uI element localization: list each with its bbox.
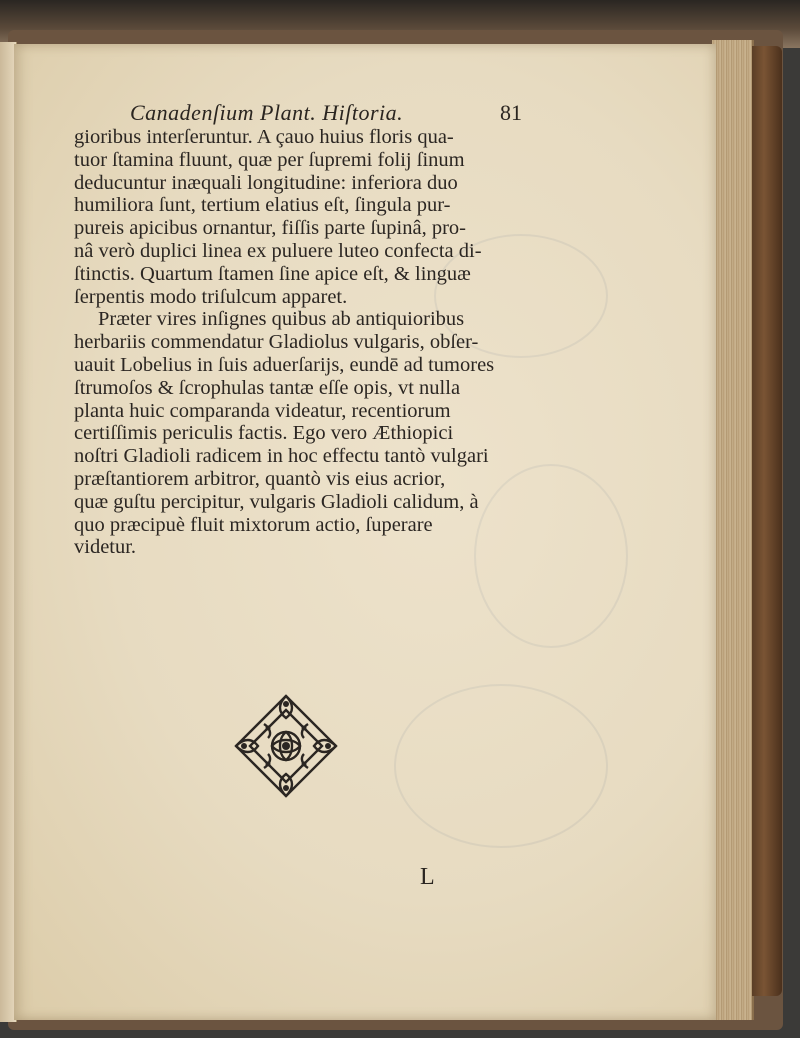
text-line: gioribus interſeruntur. A çauo huius floris qua- xyxy=(74,126,454,148)
text-line: herbariis commendatur Gladiolus vulgaris, obſer- xyxy=(74,331,479,354)
text-line: ſerpentis modo triſulcum apparet. xyxy=(74,285,348,308)
text-line: quo præcipuè fluit mixtorum actio, ſuperare xyxy=(74,513,433,536)
text-line: ſtrumoſos & ſcrophulas tantæ eſſe opis, vt nulla xyxy=(74,376,461,399)
text-line: pureis apicibus ornantur, fiſſis parte ſupinâ, pro- xyxy=(74,217,466,240)
text-line: certiſſimis periculis factis. Ego vero Æthiopici xyxy=(74,422,454,445)
body-text xyxy=(74,126,534,559)
text-line: ſtinctis. Quartum ſtamen ſine apice eſt, & linguæ xyxy=(74,262,471,285)
running-title: Canadenſium Plant. Hiſtoria. xyxy=(130,100,404,125)
text-line: planta huic comparanda videatur, recentiorum xyxy=(74,399,451,422)
text-line: Præter vires inſignes quibus ab antiquioribus xyxy=(98,308,465,331)
leather-binding xyxy=(752,46,782,996)
show-through-stain xyxy=(394,684,608,848)
text-line: humiliora ſunt, tertium elatius eſt, ſingula pur- xyxy=(74,194,451,217)
page-fore-edge xyxy=(712,40,754,1020)
text-line: uauit Lobelius in ſuis aduerſarijs, eundē ad tumores xyxy=(74,353,495,376)
text-line: quæ guſtu percipitur, vulgaris Gladioli calidum, à xyxy=(74,490,479,513)
text-line: tuor ſtamina fluunt, quæ per ſupremi folij ſinum xyxy=(74,148,465,171)
printers-ornament-icon xyxy=(228,690,344,802)
text-line: deducuntur inæquali longitudine: inferiora duo xyxy=(74,171,458,194)
text-line: nâ verò duplici linea ex puluere luteo confecta di- xyxy=(74,239,482,262)
text-line: videtur. xyxy=(74,536,137,559)
page-number: 81 xyxy=(500,100,522,125)
text-line: noſtri Gladioli radicem in hoc effectu tantò vulgari xyxy=(74,445,489,468)
text-line: præſtantiorem arbitror, quantò vis eius acrior, xyxy=(74,467,446,490)
signature-mark: L xyxy=(420,864,435,890)
